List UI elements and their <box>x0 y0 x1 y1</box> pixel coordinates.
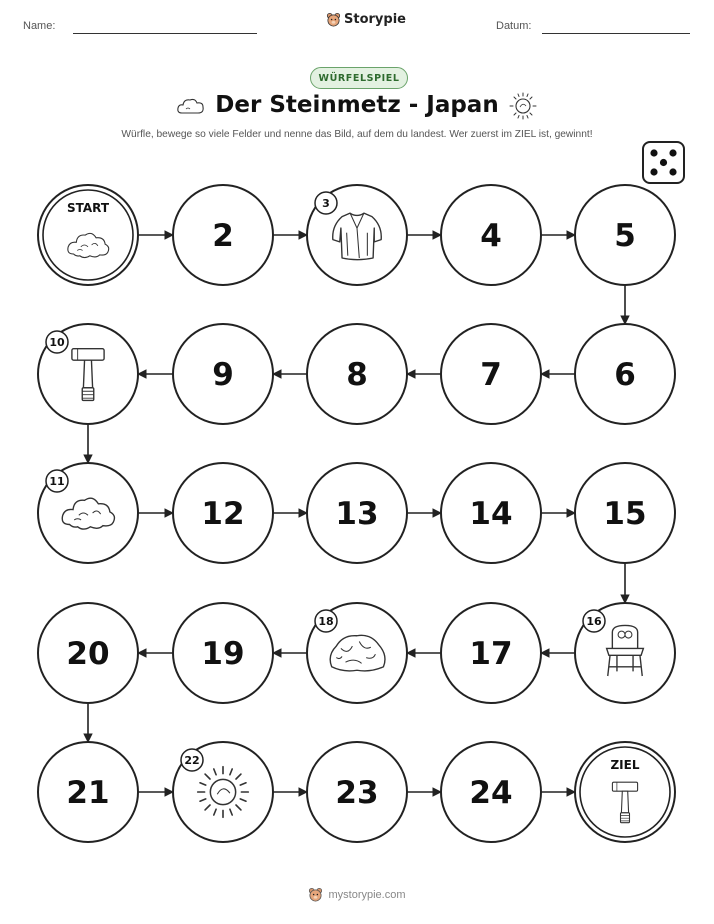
date-label: Datum: <box>496 20 532 32</box>
game-type-badge: WÜRFELSPIEL <box>310 67 408 89</box>
board-field-25[interactable] <box>575 742 675 842</box>
footer <box>0 887 714 902</box>
field-number: 13 <box>335 496 379 532</box>
bear-icon <box>308 887 323 902</box>
board-field-24[interactable] <box>441 742 541 842</box>
field-number: 5 <box>614 218 636 254</box>
goal-label: ZIEL <box>610 758 640 772</box>
board-field-11[interactable] <box>38 463 138 563</box>
start-label: START <box>66 201 110 215</box>
board-field-10[interactable] <box>38 324 138 424</box>
board-field-13[interactable] <box>307 463 407 563</box>
field-number: 24 <box>469 775 513 811</box>
field-number-badge <box>315 610 337 632</box>
field-number: 2 <box>212 218 234 254</box>
board-field-21[interactable] <box>38 742 138 842</box>
page-title: Der Steinmetz - Japan <box>215 92 499 118</box>
field-number: 22 <box>184 754 200 767</box>
field-number-badge <box>46 470 68 492</box>
sun-icon <box>198 767 249 818</box>
board-field-19[interactable] <box>173 603 273 703</box>
board-field-23[interactable] <box>307 742 407 842</box>
field-number: 8 <box>346 357 368 393</box>
board-field-2[interactable] <box>173 185 273 285</box>
board-field-20[interactable] <box>38 603 138 703</box>
field-number: 23 <box>335 775 379 811</box>
board-field-14[interactable] <box>441 463 541 563</box>
field-number: 12 <box>201 496 245 532</box>
board-field-1[interactable] <box>38 185 138 285</box>
field-number: 9 <box>212 357 234 393</box>
field-number: 6 <box>614 357 636 393</box>
field-number-badge <box>315 192 337 214</box>
field-number: 15 <box>603 496 647 532</box>
board-field-15[interactable] <box>575 463 675 563</box>
board-field-8[interactable] <box>307 324 407 424</box>
field-number: 14 <box>469 496 513 532</box>
field-number: 10 <box>49 336 65 349</box>
dice-icon[interactable] <box>643 142 684 183</box>
name-label: Name: <box>23 20 56 32</box>
board-field-4[interactable] <box>441 185 541 285</box>
field-number: 16 <box>586 615 602 628</box>
instructions: Würfle, bewege so viele Felder und nenne das Bild, auf dem du landest. Wer zuerst im ZIEL ist, gewinnt! <box>121 129 593 140</box>
field-number: 3 <box>322 197 330 210</box>
field-number: 11 <box>49 475 65 488</box>
field-number-badge <box>583 610 605 632</box>
field-number-badge <box>46 331 68 353</box>
field-number: 20 <box>66 636 110 672</box>
field-number: 19 <box>201 636 245 672</box>
board-field-16[interactable] <box>575 603 675 703</box>
board-field-6[interactable] <box>575 324 675 424</box>
board-field-12[interactable] <box>173 463 273 563</box>
board-field-5[interactable] <box>575 185 675 285</box>
board-field-17[interactable] <box>441 603 541 703</box>
board-field-7[interactable] <box>441 324 541 424</box>
footer-url[interactable]: mystorypie.com <box>328 888 406 901</box>
field-number: 17 <box>469 636 513 672</box>
field-number: 18 <box>318 615 334 628</box>
brand-name: Storypie <box>344 12 406 27</box>
field-number: 21 <box>66 775 110 811</box>
board-field-9[interactable] <box>173 324 273 424</box>
board-field-18[interactable] <box>307 603 407 703</box>
field-number: 4 <box>480 218 502 254</box>
board-field-22[interactable] <box>173 742 273 842</box>
field-number-badge <box>181 749 203 771</box>
board-field-3[interactable] <box>307 185 407 285</box>
field-number: 7 <box>480 357 502 393</box>
